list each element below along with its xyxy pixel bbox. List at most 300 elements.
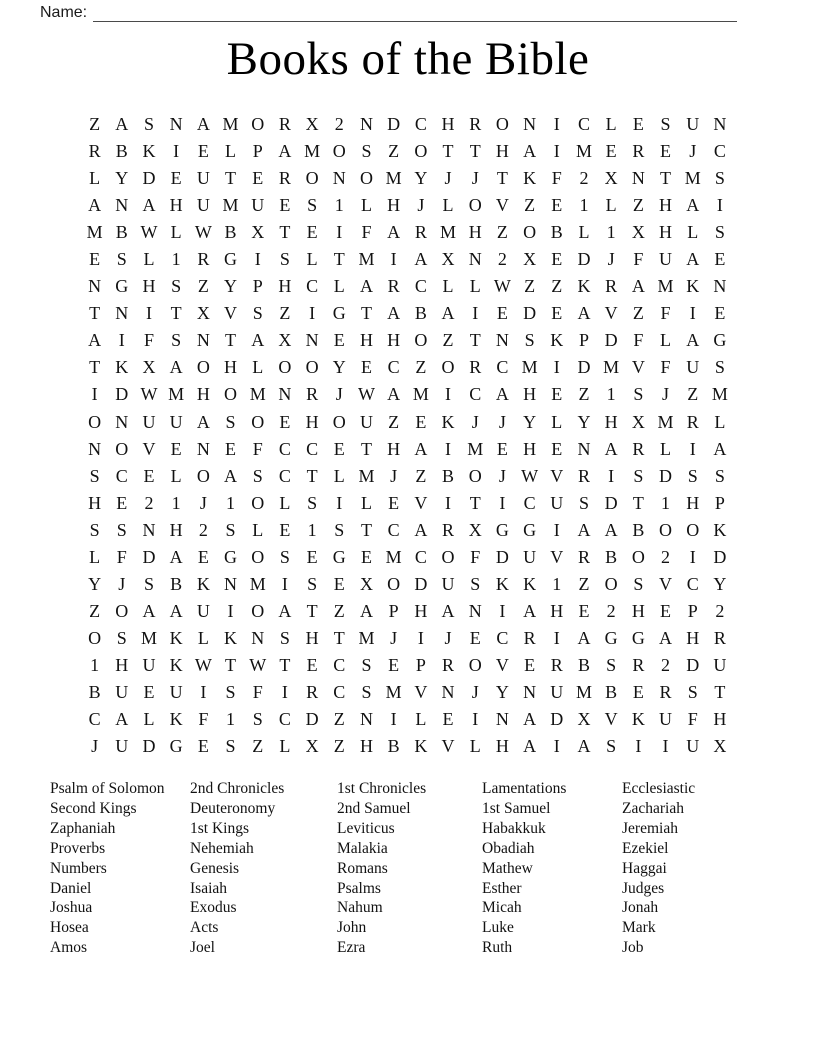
grid-letter: U (359, 411, 373, 432)
grid-letter: C (306, 438, 319, 459)
grid-letter: A (224, 465, 238, 486)
grid-letter: C (306, 276, 319, 297)
grid-letter: L (415, 709, 427, 730)
grid-letter: S (714, 465, 725, 486)
grid-letter: H (305, 411, 319, 432)
grid-letter: S (714, 222, 725, 243)
grid-letter: H (686, 492, 700, 513)
grid-letter: C (469, 384, 482, 405)
grid-letter: A (169, 546, 183, 567)
grid-letter: X (278, 330, 292, 351)
grid-letter: E (496, 303, 508, 324)
grid-letter: V (495, 195, 509, 216)
grid-letter: H (142, 276, 156, 297)
grid-letter: G (115, 276, 129, 297)
grid-letter: S (606, 736, 617, 757)
grid-letter: K (577, 276, 591, 297)
grid-letter: M (440, 222, 457, 243)
grid-letter: O (196, 357, 210, 378)
grid-letter: U (686, 736, 700, 757)
grid-letter: Y (332, 357, 346, 378)
grid-letter: F (116, 546, 127, 567)
grid-letter: H (359, 330, 373, 351)
grid-letter: I (336, 492, 343, 513)
grid-letter: J (607, 249, 615, 270)
grid-letter: M (304, 141, 321, 162)
grid-letter: J (444, 627, 452, 648)
grid-letter: A (604, 438, 618, 459)
grid-letter: E (632, 682, 644, 702)
grid-letter: J (335, 384, 343, 405)
grid-letter: T (89, 357, 101, 378)
grid-letter: I (145, 303, 152, 324)
grid-letter: I (254, 249, 261, 270)
grid-letter: Z (551, 276, 563, 297)
grid-letter: A (387, 303, 401, 324)
grid-letter: M (249, 384, 266, 405)
grid-letter: A (495, 384, 509, 405)
grid-letter: R (713, 627, 726, 648)
grid-letter: N (88, 276, 102, 297)
grid-letter: E (660, 141, 672, 162)
grid-letter: S (89, 519, 100, 540)
grid-letter: W (493, 276, 511, 297)
word-list-item: Daniel (50, 879, 92, 897)
word-list-item: Ecclesiastic (622, 780, 696, 797)
grid-letter: E (388, 492, 400, 513)
grid-letter: L (170, 222, 182, 243)
grid-letter: V (142, 438, 156, 459)
grid-letter: V (659, 573, 673, 594)
grid-letter: E (551, 249, 563, 270)
grid-letter: A (713, 438, 727, 459)
grid-letter: F (660, 357, 671, 378)
word-list-item: Judges (622, 879, 665, 897)
grid-letter: L (333, 465, 345, 486)
grid-letter: N (468, 249, 482, 270)
grid-letter: S (252, 465, 263, 486)
word-list-column (50, 779, 190, 958)
grid-letter: S (225, 736, 236, 757)
grid-letter: O (332, 411, 346, 432)
grid-letter: L (442, 276, 454, 297)
grid-letter: L (143, 709, 155, 730)
grid-letter: E (279, 195, 291, 216)
grid-letter: O (305, 357, 319, 378)
grid-letter: B (414, 303, 427, 324)
grid-letter: O (523, 222, 537, 243)
grid-letter: X (196, 303, 210, 324)
grid-letter: H (523, 384, 537, 405)
grid-letter: Y (115, 168, 129, 189)
grid-letter: L (469, 736, 481, 757)
grid-letter: E (279, 411, 291, 432)
grid-letter: 2 (579, 168, 589, 189)
word-list-item: Esther (482, 879, 522, 897)
grid-letter: J (199, 492, 207, 513)
grid-letter: O (631, 546, 645, 567)
word-list-item: 2nd Chronicles (190, 780, 285, 797)
grid-letter: A (577, 303, 591, 324)
grid-letter: R (88, 141, 101, 162)
grid-letter: U (686, 114, 700, 135)
grid-letter: J (689, 141, 697, 162)
grid-letter: H (495, 736, 509, 757)
word-list-item: Psalms (337, 879, 381, 897)
grid-letter: P (687, 600, 698, 621)
grid-letter: C (414, 276, 427, 297)
grid-letter: T (279, 222, 291, 243)
grid-letter: X (441, 249, 455, 270)
grid-letter: J (498, 411, 506, 432)
grid-letter: U (659, 249, 673, 270)
grid-letter: N (441, 682, 455, 702)
grid-letter: X (713, 736, 727, 757)
grid-letter: P (388, 600, 399, 621)
grid-letter: D (142, 546, 156, 567)
grid-letter: D (577, 357, 591, 378)
grid-letter: R (442, 519, 455, 540)
grid-letter: I (200, 682, 207, 702)
grid-letter: S (307, 195, 318, 216)
grid-letter: R (632, 654, 645, 675)
grid-letter: M (521, 357, 538, 378)
grid-letter: E (442, 709, 454, 730)
grid-letter: I (445, 384, 452, 405)
word-list-item: Isaiah (190, 879, 228, 897)
word-list-item: Micah (482, 899, 522, 917)
grid-letter: A (686, 330, 700, 351)
grid-letter: G (332, 303, 346, 324)
grid-letter: O (88, 627, 102, 648)
grid-letter: A (359, 276, 373, 297)
grid-letter: T (469, 492, 481, 513)
grid-letter: O (251, 411, 265, 432)
grid-letter: 2 (661, 546, 671, 567)
grid-letter: Z (524, 276, 536, 297)
grid-letter: I (390, 249, 397, 270)
word-list-item: John (337, 919, 367, 937)
grid-letter: M (603, 357, 620, 378)
grid-letter: 1 (606, 384, 616, 405)
grid-letter: V (631, 357, 645, 378)
name-label: Name: (40, 4, 88, 21)
grid-letter: 2 (715, 600, 725, 621)
grid-letter: T (496, 168, 508, 189)
grid-letter: U (115, 682, 129, 702)
grid-letter: I (608, 465, 615, 486)
name-blank-line (93, 6, 737, 22)
grid-letter: M (358, 627, 375, 648)
grid-letter: O (305, 168, 319, 189)
grid-letter: V (550, 465, 564, 486)
grid-letter: I (689, 438, 696, 459)
grid-letter: C (278, 465, 291, 486)
grid-letter: S (116, 519, 127, 540)
grid-letter: J (471, 411, 479, 432)
grid-letter: O (414, 330, 428, 351)
grid-letter: D (550, 709, 564, 730)
grid-letter: B (442, 465, 455, 486)
grid-letter: L (714, 411, 726, 432)
grid-letter: U (441, 573, 455, 594)
grid-letter: E (605, 141, 617, 162)
grid-letter: Z (632, 303, 644, 324)
grid-letter: F (143, 330, 154, 351)
word-list-item: Jeremiah (622, 819, 678, 837)
grid-letter: L (225, 141, 237, 162)
grid-letter: G (224, 249, 238, 270)
word-list-item: Luke (482, 919, 514, 937)
grid-letter: X (631, 222, 645, 243)
grid-letter: O (468, 195, 482, 216)
grid-letter: N (631, 168, 645, 189)
word-list-column (482, 779, 622, 958)
grid-letter: R (414, 222, 427, 243)
grid-letter: L (660, 438, 672, 459)
grid-letter: D (523, 303, 537, 324)
grid-letter: A (278, 141, 292, 162)
grid-letter: O (278, 357, 292, 378)
grid-letter: O (659, 519, 673, 540)
grid-letter: H (169, 519, 183, 540)
grid-letter: Z (197, 276, 209, 297)
grid-letter: U (196, 195, 210, 216)
grid-letter: A (196, 114, 210, 135)
word-list-item: Zachariah (622, 799, 684, 817)
grid-letter: J (91, 736, 99, 757)
grid-letter: I (336, 222, 343, 243)
grid-letter: E (252, 168, 264, 189)
grid-letter: K (495, 573, 509, 594)
grid-letter: K (523, 168, 537, 189)
letter-grid (81, 111, 734, 760)
grid-letter: B (632, 519, 645, 540)
grid-letter: N (196, 438, 210, 459)
grid-letter: S (578, 492, 589, 513)
grid-letter: I (91, 384, 98, 405)
grid-letter: L (279, 736, 291, 757)
grid-letter: 1 (606, 222, 616, 243)
grid-letter: C (686, 573, 699, 594)
grid-letter: T (442, 141, 454, 162)
grid-letter: Y (224, 276, 238, 297)
grid-letter: H (387, 438, 401, 459)
grid-letter: K (686, 276, 700, 297)
grid-letter: P (578, 330, 589, 351)
grid-letter: S (470, 573, 481, 594)
grid-letter: T (89, 303, 101, 324)
grid-letter: J (417, 195, 425, 216)
grid-letter: N (523, 114, 537, 135)
grid-letter: R (523, 627, 536, 648)
grid-letter: S (279, 546, 290, 567)
grid-letter: S (687, 682, 698, 702)
grid-letter: T (225, 654, 237, 675)
grid-letter: O (115, 600, 129, 621)
grid-letter: T (306, 465, 318, 486)
grid-letter: P (252, 276, 263, 297)
grid-letter: N (332, 168, 346, 189)
grid-letter: M (657, 411, 674, 432)
grid-letter: B (88, 682, 101, 702)
grid-letter: A (251, 330, 265, 351)
grid-letter: E (170, 438, 182, 459)
grid-letter: Z (333, 736, 345, 757)
grid-letter: A (115, 114, 129, 135)
grid-letter: G (224, 546, 238, 567)
grid-letter: 1 (226, 709, 236, 730)
grid-letter: R (605, 276, 618, 297)
grid-letter: U (196, 168, 210, 189)
grid-letter: 1 (171, 249, 181, 270)
word-list-column (337, 779, 482, 958)
grid-letter: H (631, 600, 645, 621)
grid-letter: I (553, 627, 560, 648)
word-list-item: Nehemiah (190, 839, 254, 857)
grid-letter: N (359, 114, 373, 135)
grid-letter: A (88, 195, 102, 216)
grid-letter: E (524, 654, 536, 675)
grid-letter: E (360, 546, 372, 567)
grid-letter: D (577, 249, 591, 270)
grid-letter: I (390, 709, 397, 730)
grid-letter: T (360, 438, 372, 459)
grid-letter: L (578, 222, 590, 243)
grid-letter: O (468, 465, 482, 486)
grid-letter: O (251, 114, 265, 135)
grid-letter: X (468, 519, 482, 540)
grid-letter: N (224, 573, 238, 594)
word-list-item: Hosea (50, 919, 89, 937)
grid-letter: S (714, 357, 725, 378)
grid-letter: D (387, 114, 401, 135)
grid-letter: A (387, 384, 401, 405)
grid-letter: S (116, 249, 127, 270)
grid-letter: S (307, 492, 318, 513)
grid-letter: 1 (307, 519, 317, 540)
grid-letter: L (143, 249, 155, 270)
grid-letter: H (604, 411, 618, 432)
grid-letter: L (360, 195, 372, 216)
grid-letter: Z (415, 357, 427, 378)
grid-letter: S (171, 330, 182, 351)
grid-letter: E (551, 303, 563, 324)
grid-letter: I (689, 546, 696, 567)
grid-letter: S (252, 709, 263, 730)
page-title: Books of the Bible (226, 33, 590, 85)
grid-letter: S (633, 573, 644, 594)
grid-letter: Z (578, 384, 590, 405)
grid-letter: K (550, 330, 564, 351)
grid-letter: 1 (552, 573, 562, 594)
word-list-item: Romans (337, 859, 388, 877)
word-list-item: Amos (50, 939, 88, 957)
grid-letter: U (169, 682, 183, 702)
grid-letter: C (387, 519, 400, 540)
grid-letter: V (441, 736, 455, 757)
grid-letter: M (249, 573, 266, 594)
grid-letter: O (441, 546, 455, 567)
grid-letter: E (306, 546, 318, 567)
grid-letter: N (88, 438, 102, 459)
grid-letter: H (88, 492, 102, 513)
grid-letter: K (196, 573, 210, 594)
grid-letter: O (495, 114, 509, 135)
grid-letter: U (713, 654, 727, 675)
grid-letter: K (523, 573, 537, 594)
grid-letter: S (524, 330, 535, 351)
grid-letter: Z (333, 709, 345, 730)
grid-letter: M (575, 141, 592, 162)
grid-letter: I (309, 303, 316, 324)
grid-letter: T (632, 492, 644, 513)
grid-letter: G (713, 330, 727, 351)
grid-letter: E (225, 438, 237, 459)
grid-letter: I (689, 303, 696, 324)
grid-letter: E (333, 573, 345, 594)
grid-letter: D (414, 573, 428, 594)
grid-letter: E (143, 682, 155, 702)
grid-letter: I (553, 114, 560, 135)
grid-letter: L (306, 249, 318, 270)
grid-letter: C (115, 465, 128, 486)
grid-letter: N (495, 709, 509, 730)
grid-letter: L (605, 195, 617, 216)
grid-letter: W (140, 222, 158, 243)
grid-letter: V (414, 492, 428, 513)
grid-letter: B (115, 222, 128, 243)
grid-letter: N (196, 330, 210, 351)
grid-letter: P (714, 492, 725, 513)
grid-letter: S (714, 168, 725, 189)
grid-letter: C (88, 709, 101, 730)
grid-letter: S (687, 465, 698, 486)
grid-letter: A (414, 249, 428, 270)
grid-letter: L (252, 519, 264, 540)
grid-letter: E (333, 330, 345, 351)
grid-letter: J (662, 384, 670, 405)
name-row (40, 4, 737, 22)
grid-letter: N (115, 411, 129, 432)
grid-letter: U (142, 654, 156, 675)
grid-letter: A (523, 736, 537, 757)
grid-letter: I (553, 357, 560, 378)
grid-letter: R (632, 141, 645, 162)
grid-letter: K (169, 654, 183, 675)
grid-letter: M (358, 249, 375, 270)
grid-letter: G (169, 736, 183, 757)
grid-letter: A (577, 627, 591, 648)
grid-letter: E (279, 519, 291, 540)
grid-letter: O (414, 141, 428, 162)
grid-letter: A (359, 600, 373, 621)
grid-letter: E (469, 627, 481, 648)
grid-letter: A (441, 600, 455, 621)
grid-letter: B (170, 573, 183, 594)
word-list-item: Haggai (622, 859, 667, 877)
grid-letter: V (604, 709, 618, 730)
grid-letter: C (577, 114, 590, 135)
grid-letter: A (441, 303, 455, 324)
grid-letter: L (333, 276, 345, 297)
grid-letter: D (659, 465, 673, 486)
grid-letter: H (523, 438, 537, 459)
grid-letter: L (252, 357, 264, 378)
grid-letter: U (659, 709, 673, 730)
grid-letter: D (713, 546, 727, 567)
grid-letter: V (224, 303, 238, 324)
